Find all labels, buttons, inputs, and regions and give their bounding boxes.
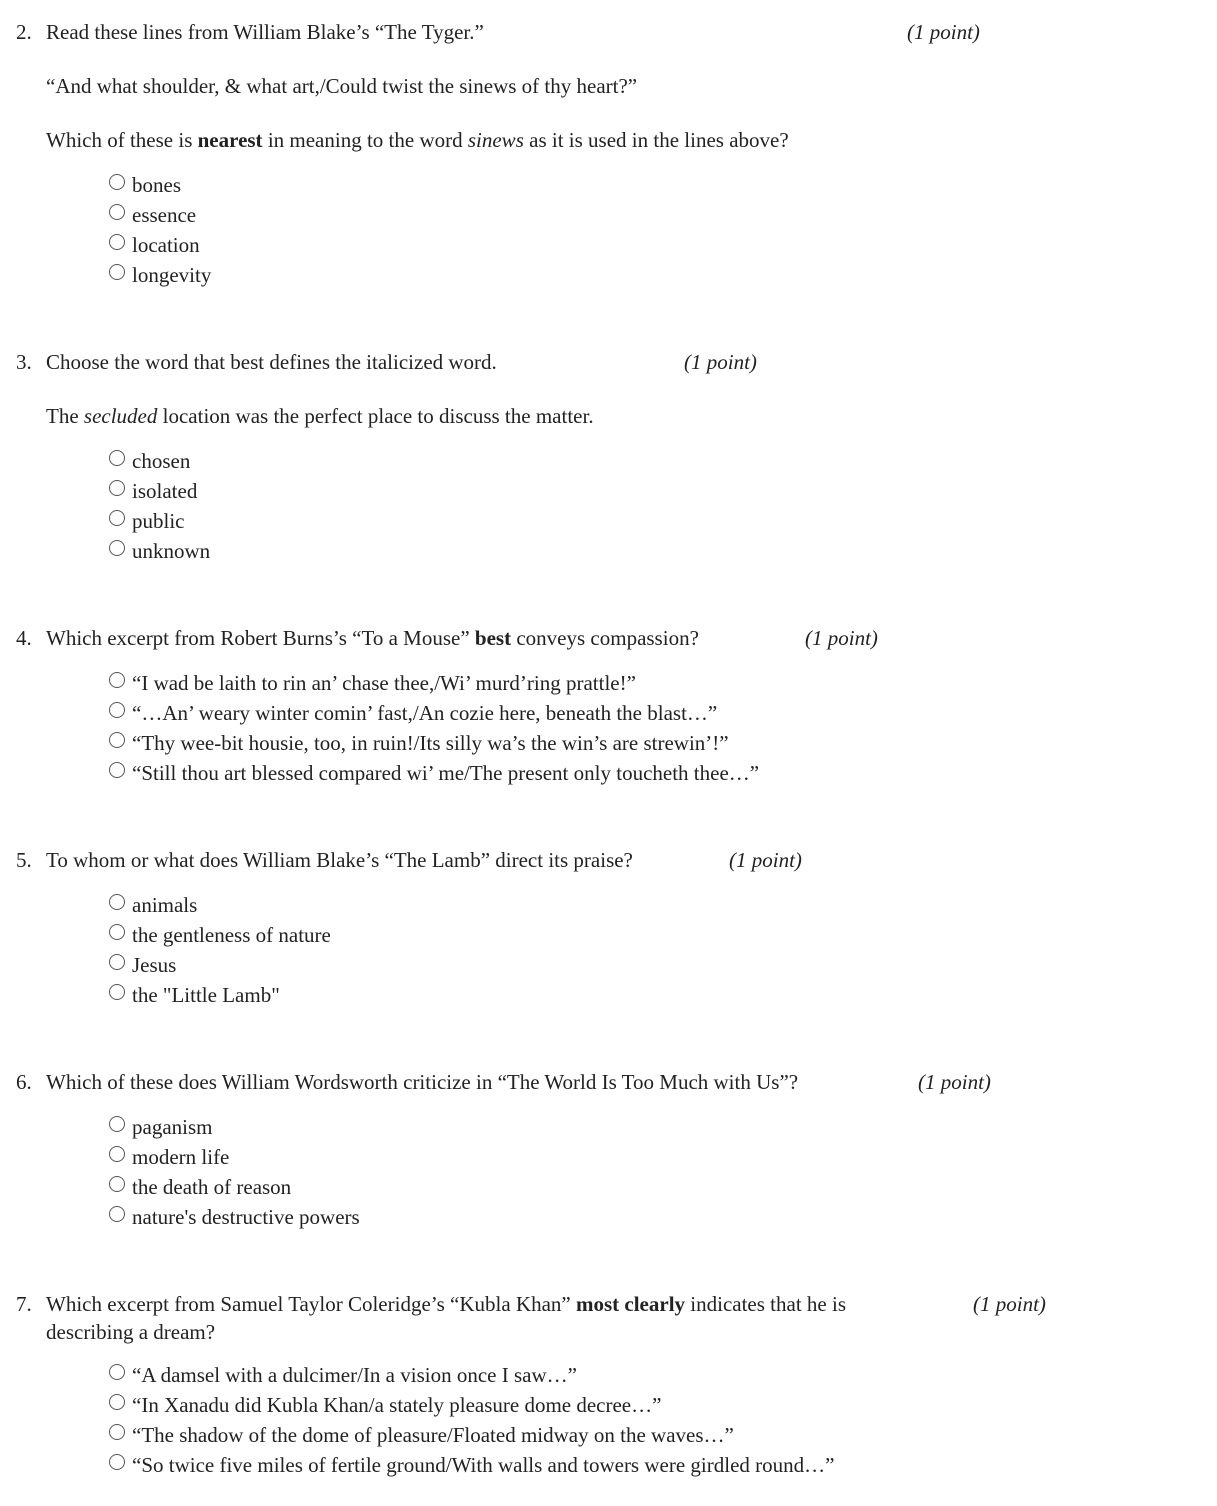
- example-sentence: [46, 402, 594, 430]
- radio-button[interactable]: [109, 480, 125, 496]
- answer-option[interactable]: [109, 920, 331, 950]
- radio-button[interactable]: [109, 204, 125, 220]
- answer-option[interactable]: [109, 980, 331, 1010]
- question-emphasis: best: [474, 626, 512, 650]
- option-label: “So twice five miles of fertile ground/With walls and towers were girdled round…”: [132, 1453, 835, 1477]
- question-number: 5.: [16, 848, 32, 872]
- option-label: the death of reason: [132, 1175, 292, 1199]
- option-label: paganism: [132, 1115, 213, 1139]
- answer-option[interactable]: [109, 476, 210, 506]
- sentence-part: The: [46, 404, 84, 428]
- answer-option[interactable]: [109, 950, 331, 980]
- points-label: (1 point): [907, 20, 980, 44]
- option-label: “Thy wee-bit housie, too, in ruin!/Its silly wa’s the win’s are strewin’!”: [132, 731, 729, 755]
- radio-button[interactable]: [109, 1424, 125, 1440]
- answer-option[interactable]: [109, 728, 759, 758]
- option-label: unknown: [132, 539, 211, 563]
- answer-option[interactable]: [109, 758, 759, 788]
- prompt-part: in meaning to the word: [262, 128, 468, 152]
- option-label: the "Little Lamb": [132, 983, 280, 1007]
- radio-button[interactable]: [109, 1116, 125, 1132]
- radio-button[interactable]: [109, 954, 125, 970]
- option-label: the gentleness of nature: [132, 923, 331, 947]
- answer-options: [109, 446, 210, 566]
- question-number: 7.: [16, 1292, 32, 1316]
- answer-options: [109, 1360, 834, 1480]
- option-label: bones: [132, 173, 181, 197]
- answer-options: [109, 1112, 360, 1232]
- points-label: (1 point): [684, 350, 757, 374]
- answer-option[interactable]: [109, 230, 211, 260]
- question-text-part: indicates that he is: [685, 1292, 846, 1316]
- question-number: 6.: [16, 1070, 32, 1094]
- answer-option[interactable]: [109, 260, 211, 290]
- question-text-part: Which excerpt from Samuel Taylor Coleridge’s “Kubla Khan”: [46, 1292, 576, 1316]
- radio-button[interactable]: [109, 1454, 125, 1470]
- option-label: chosen: [132, 449, 191, 473]
- answer-option[interactable]: [109, 1390, 834, 1420]
- answer-option[interactable]: [109, 1142, 360, 1172]
- answer-option[interactable]: [109, 698, 759, 728]
- option-label: isolated: [132, 479, 198, 503]
- answer-options: [109, 170, 211, 290]
- answer-option[interactable]: [109, 170, 211, 200]
- option-label: “…An’ weary winter comin’ fast,/An cozie here, beneath the blast…”: [132, 701, 718, 725]
- points-label: (1 point): [805, 626, 878, 650]
- option-label: “I wad be laith to rin an’ chase thee,/Wi’ murd’ring prattle!”: [132, 671, 636, 695]
- option-label: “The shadow of the dome of pleasure/Floated midway on the waves…”: [132, 1423, 734, 1447]
- points-label: (1 point): [973, 1292, 1046, 1316]
- sentence-part: location was the perfect place to discuss the matter.: [157, 404, 594, 428]
- radio-button[interactable]: [109, 894, 125, 910]
- radio-button[interactable]: [109, 702, 125, 718]
- answer-option[interactable]: [109, 1172, 360, 1202]
- question-text-continued: describing a dream?: [46, 1320, 216, 1344]
- points-label: (1 point): [918, 1070, 991, 1094]
- radio-button[interactable]: [109, 762, 125, 778]
- answer-option[interactable]: [109, 1202, 360, 1232]
- question-number: 3.: [16, 350, 32, 374]
- question-number: 4.: [16, 626, 32, 650]
- answer-option[interactable]: [109, 1360, 834, 1390]
- answer-option[interactable]: [109, 536, 210, 566]
- radio-button[interactable]: [109, 540, 125, 556]
- option-label: essence: [132, 203, 197, 227]
- answer-options: [109, 668, 759, 788]
- radio-button[interactable]: [109, 1394, 125, 1410]
- answer-option[interactable]: [109, 1420, 834, 1450]
- radio-button[interactable]: [109, 1176, 125, 1192]
- radio-button[interactable]: [109, 264, 125, 280]
- answer-options: [109, 890, 331, 1010]
- question-number: 2.: [16, 20, 32, 44]
- question-text: Choose the word that best defines the italicized word.: [46, 350, 497, 374]
- answer-option[interactable]: [109, 1112, 360, 1142]
- option-label: nature's destructive powers: [132, 1205, 360, 1229]
- radio-button[interactable]: [109, 1206, 125, 1222]
- option-label: longevity: [132, 263, 212, 287]
- option-label: location: [132, 233, 200, 257]
- option-label: “Still thou art blessed compared wi’ me/The present only toucheth thee…”: [132, 761, 760, 785]
- question-text: [46, 1290, 846, 1346]
- option-label: “In Xanadu did Kubla Khan/a stately pleasure dome decree…”: [132, 1393, 662, 1417]
- points-label: (1 point): [729, 848, 802, 872]
- option-label: “A damsel with a dulcimer/In a vision once I saw…”: [132, 1363, 577, 1387]
- answer-option[interactable]: [109, 506, 210, 536]
- radio-button[interactable]: [109, 984, 125, 1000]
- prompt-emphasis: nearest: [197, 128, 263, 152]
- answer-option[interactable]: [109, 890, 331, 920]
- option-label: animals: [132, 893, 198, 917]
- quoted-lines: “And what shoulder, & what art,/Could twist the sinews of thy heart?”: [46, 74, 638, 98]
- radio-button[interactable]: [109, 672, 125, 688]
- answer-option[interactable]: [109, 1450, 834, 1480]
- radio-button[interactable]: [109, 924, 125, 940]
- answer-option[interactable]: [109, 200, 211, 230]
- option-label: public: [132, 509, 185, 533]
- prompt-italic-word: sinews: [467, 128, 524, 152]
- radio-button[interactable]: [109, 1146, 125, 1162]
- question-text-part: Which excerpt from Robert Burns’s “To a Mouse”: [46, 626, 475, 650]
- question-emphasis: most clearly: [575, 1292, 686, 1316]
- option-label: Jesus: [132, 953, 177, 977]
- prompt-part: as it is used in the lines above?: [523, 128, 789, 152]
- answer-option[interactable]: [109, 668, 759, 698]
- radio-button[interactable]: [109, 450, 125, 466]
- radio-button[interactable]: [109, 510, 125, 526]
- italicized-word: secluded: [83, 404, 158, 428]
- radio-button[interactable]: [109, 732, 125, 748]
- question-text: Which of these does William Wordsworth criticize in “The World Is Too Much with Us”?: [46, 1070, 799, 1094]
- question-prompt: [46, 126, 789, 154]
- answer-option[interactable]: [109, 446, 210, 476]
- radio-button[interactable]: [109, 174, 125, 190]
- question-text: To whom or what does William Blake’s “The Lamb” direct its praise?: [46, 848, 633, 872]
- question-text: [46, 624, 699, 652]
- question-text-part: conveys compassion?: [511, 626, 699, 650]
- option-label: modern life: [132, 1145, 230, 1169]
- prompt-part: Which of these is: [46, 128, 198, 152]
- radio-button[interactable]: [109, 1364, 125, 1380]
- radio-button[interactable]: [109, 234, 125, 250]
- question-text: Read these lines from William Blake’s “The Tyger.”: [46, 20, 484, 44]
